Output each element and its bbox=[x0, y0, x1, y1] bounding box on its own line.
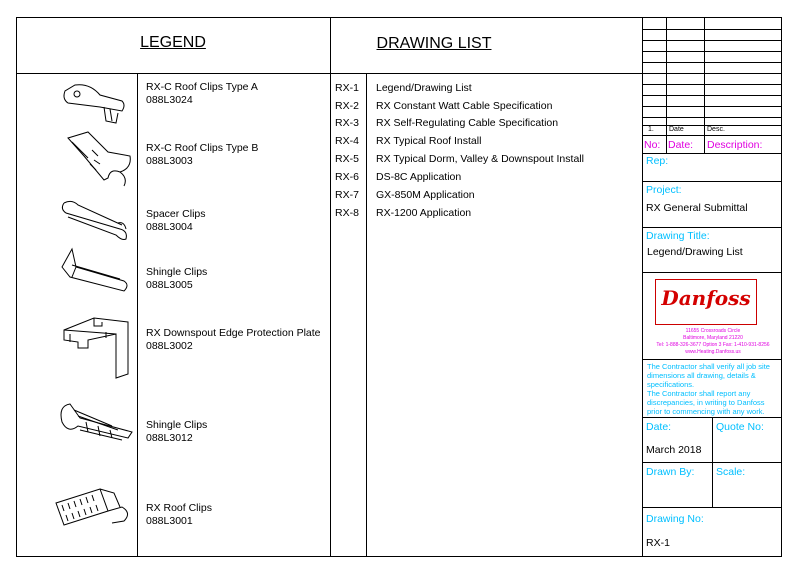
titleblock-line bbox=[642, 181, 782, 182]
drawing-list-item[interactable]: RX-1200 Application bbox=[376, 207, 472, 219]
legend-column-divider bbox=[137, 73, 138, 557]
date-value: March 2018 bbox=[646, 444, 702, 456]
scale-label: Scale: bbox=[716, 466, 746, 478]
legend-item-name: RX-C Roof Clips Type A bbox=[146, 81, 258, 93]
date-label: Date: bbox=[646, 421, 672, 433]
drawing-list-item[interactable]: RX Self-Regulating Cable Specification bbox=[376, 117, 559, 129]
legend-item-5 bbox=[146, 327, 321, 353]
legend-item-code: 088L3002 bbox=[146, 340, 193, 352]
drawing-number: RX-4 bbox=[335, 135, 359, 147]
rev-no-header: No: bbox=[644, 139, 661, 151]
logo-text: Danfoss bbox=[661, 286, 751, 310]
titleblock-line bbox=[642, 359, 782, 360]
rev-grid-col bbox=[704, 17, 705, 153]
drawing-number: RX-1 bbox=[335, 82, 359, 94]
titleblock-line bbox=[642, 272, 782, 273]
drawing-number: RX-8 bbox=[335, 207, 359, 219]
legend-item-code: 088L3012 bbox=[146, 432, 193, 444]
titleblock-line bbox=[642, 507, 782, 508]
legend-item-3 bbox=[146, 208, 206, 234]
legend-item-6 bbox=[146, 419, 207, 445]
roof-clip-icon bbox=[52, 483, 136, 533]
drawing-number: RX-5 bbox=[335, 153, 359, 165]
legend-item-1 bbox=[146, 81, 258, 107]
rev-grid-line bbox=[642, 84, 782, 85]
rev-grid-line bbox=[642, 40, 782, 41]
shingle-clip-icon bbox=[58, 245, 133, 297]
note-line: The Contractor shall verify all job site dimensions all drawing, details & specifications. bbox=[647, 362, 770, 389]
note-line: The Contractor shall report any discrepancies, in writing to Danfoss prior to commencing with any work. bbox=[647, 389, 765, 416]
rev-grid-line bbox=[642, 62, 782, 63]
rev-grid-col bbox=[666, 17, 667, 153]
legend-item-name: Spacer Clips bbox=[146, 208, 206, 220]
drawing-list-item[interactable]: DS-8C Application bbox=[376, 171, 462, 183]
legend-item-code: 088L3024 bbox=[146, 94, 193, 106]
danfoss-logo bbox=[655, 279, 757, 325]
drawinglist-column-divider bbox=[366, 73, 367, 557]
titleblock-line bbox=[642, 462, 782, 463]
header-underline bbox=[16, 73, 642, 74]
drawing-number: RX-6 bbox=[335, 171, 359, 183]
rev-grid-line bbox=[642, 95, 782, 96]
rev-grid-line bbox=[642, 106, 782, 107]
rev-grid-line bbox=[642, 135, 782, 136]
shingle-clip-2-icon bbox=[58, 396, 136, 446]
rev-grid-line bbox=[642, 73, 782, 74]
rev-grid-line bbox=[642, 117, 782, 118]
rep-label: Rep: bbox=[646, 155, 669, 167]
legend-item-name: RX Roof Clips bbox=[146, 502, 212, 514]
address-line: 11655 Crossroads Circle bbox=[685, 328, 741, 334]
drawing-title-label: Drawing Title: bbox=[646, 230, 710, 242]
drawing-list-item[interactable]: Legend/Drawing List bbox=[376, 82, 472, 94]
rev-grid-line bbox=[642, 153, 782, 154]
legend-item-code: 088L3001 bbox=[146, 515, 193, 527]
roof-clip-type-b-icon bbox=[58, 128, 136, 188]
quote-label: Quote No: bbox=[716, 421, 764, 433]
drawing-list-item[interactable]: RX Typical Dorm, Valley & Downspout Install bbox=[376, 153, 584, 165]
address-line: Baltimore, Maryland 21220 bbox=[683, 335, 743, 341]
divider-titleblock bbox=[642, 17, 643, 557]
drawing-list-item[interactable]: RX Typical Roof Install bbox=[376, 135, 482, 147]
divider-legend-drawinglist bbox=[330, 17, 331, 557]
rev-desc-header: Description: bbox=[707, 139, 763, 151]
address-line: Tel: 1-888-326-3677 Option 3 Fax: 1-410-931-8256 bbox=[656, 342, 770, 348]
drawing-no-label: Drawing No: bbox=[646, 513, 704, 525]
legend-item-name: Shingle Clips bbox=[146, 419, 208, 431]
titleblock-line bbox=[642, 227, 782, 228]
drawing-list-title: DRAWING LIST bbox=[376, 35, 492, 52]
rev-grid-line bbox=[642, 51, 782, 52]
project-value: RX General Submittal bbox=[646, 202, 748, 214]
drawing-list-item[interactable]: RX Constant Watt Cable Specification bbox=[376, 100, 553, 112]
legend-item-code: 088L3003 bbox=[146, 155, 193, 167]
rev-date-header: Date: bbox=[668, 139, 694, 151]
drawing-number: RX-2 bbox=[335, 100, 359, 112]
legend-item-code: 088L3004 bbox=[146, 221, 193, 233]
address-line: www.Heating.Danfoss.us bbox=[685, 349, 741, 355]
contractor-notes bbox=[647, 362, 781, 416]
legend-item-name: RX Downspout Edge Protection Plate bbox=[146, 327, 321, 339]
drawing-no-value: RX-1 bbox=[646, 537, 670, 549]
drawing-list-item[interactable]: GX-850M Application bbox=[376, 189, 475, 201]
spacer-clip-icon bbox=[58, 195, 133, 243]
rev-grid-line bbox=[642, 29, 782, 30]
legend-item-4 bbox=[146, 266, 207, 292]
rev-date: Date bbox=[669, 126, 684, 133]
project-label: Project: bbox=[646, 184, 682, 196]
legend-item-2 bbox=[146, 142, 258, 168]
legend-item-name: Shingle Clips bbox=[146, 266, 208, 278]
legend-item-code: 088L3005 bbox=[146, 279, 193, 291]
legend-item-7 bbox=[146, 502, 212, 528]
roof-clip-type-a-icon bbox=[60, 77, 135, 127]
drawing-number: RX-7 bbox=[335, 189, 359, 201]
legend-item-name: RX-C Roof Clips Type B bbox=[146, 142, 259, 154]
drawing-title-value: Legend/Drawing List bbox=[647, 246, 743, 258]
rev-desc: Desc. bbox=[707, 126, 725, 133]
downspout-plate-icon bbox=[58, 312, 133, 384]
legend-title: LEGEND bbox=[140, 34, 206, 51]
drawing-number: RX-3 bbox=[335, 117, 359, 129]
rev-number: 1. bbox=[648, 126, 654, 133]
drawn-by-label: Drawn By: bbox=[646, 466, 695, 478]
